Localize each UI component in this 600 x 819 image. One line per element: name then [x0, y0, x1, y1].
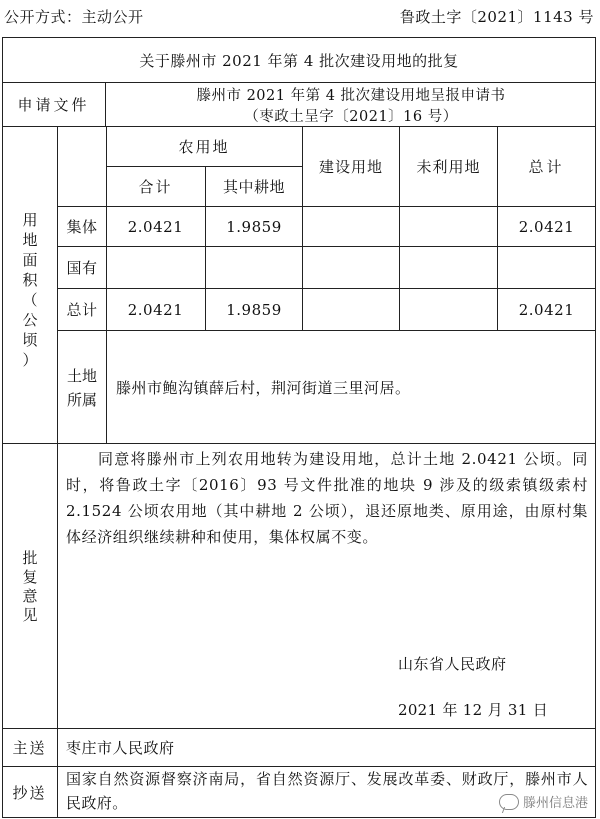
row-label-collective: 集体 — [66, 218, 98, 236]
approval-date: 2021 年 12 月 31 日 — [398, 700, 548, 719]
table-border-right — [595, 37, 596, 818]
application-document-name: 滕州市 2021 年第 4 批次建设用地呈报申请书 — [196, 87, 506, 104]
header-cultivated: 其中耕地 — [222, 178, 285, 196]
land-area-label: 用 地 面 积 （ 公 顷 ） — [22, 211, 38, 369]
state-construction — [303, 247, 399, 288]
grand-total: 2.0421 — [518, 300, 575, 319]
collective-cultivated: 1.9859 — [226, 217, 282, 236]
header-total: 总计 — [528, 158, 565, 176]
ownership-label: 土地 所属 — [66, 367, 97, 409]
watermark — [499, 792, 588, 811]
approval-text: 同意将滕州市上列农用地转为建设用地，总计土地 2.0421 公顷。同时，将鲁政土字〔2016〕93 号文件批准的地块 9 涉及的级索镇级索村 2.1524 公顷农用地（其中耕地 2 公顷），退还原地类、原用途，由原村集体经济组织继续耕种和使用，集体权属不变。 — [66, 450, 588, 546]
main-recipient-label: 主送 — [12, 739, 47, 757]
table-border-left — [2, 37, 3, 818]
main-recipient: 枣庄市人民政府 — [66, 739, 175, 757]
approval-label: 批 复 意 见 — [22, 549, 38, 624]
application-label: 申请文件 — [17, 96, 90, 114]
grand-construction — [303, 289, 399, 330]
application-document-number: （枣政土呈字〔2021〕16 号） — [244, 108, 458, 125]
header-construction-land: 建设用地 — [318, 158, 383, 176]
row-divider — [2, 443, 596, 444]
column-divider — [57, 443, 58, 728]
state-cultivated — [206, 247, 302, 288]
collective-unused — [400, 207, 497, 246]
state-unused — [400, 247, 497, 288]
land-ownership: 滕州市鲍沟镇薛后村，荆河街道三里河居。 — [116, 378, 411, 397]
row-label-state-owned: 国有 — [66, 259, 98, 277]
copy-to-label: 抄送 — [12, 783, 47, 802]
state-total — [498, 247, 595, 288]
row-label-grand-total: 总计 — [66, 301, 98, 319]
grand-unused — [400, 289, 497, 330]
header-farmland: 农用地 — [178, 138, 230, 156]
watermark-text: 滕州信息港 — [522, 796, 588, 811]
collective-total: 2.0421 — [518, 217, 575, 236]
issuer: 山东省人民政府 — [398, 654, 507, 673]
column-divider — [57, 728, 58, 818]
grand-cultivated: 1.9859 — [226, 300, 282, 319]
document-title: 关于滕州市 2021 年第 4 批次建设用地的批复 — [139, 51, 459, 70]
table-border-bottom — [2, 817, 596, 818]
copy-to-recipients: 国家自然资源督察济南局，省自然资源厅、发展改革委、财政厅，滕州市人民政府。 — [66, 770, 588, 812]
state-subtotal — [106, 247, 205, 288]
document-number: 鲁政土字〔2021〕1143 号 — [399, 8, 594, 26]
collective-construction — [303, 207, 399, 246]
chat-bubble-icon — [499, 794, 519, 810]
grand-subtotal: 2.0421 — [127, 300, 184, 319]
collective-subtotal: 2.0421 — [127, 217, 184, 236]
disclosure-method: 公开方式：主动公开 — [4, 8, 144, 26]
header-subtotal: 合计 — [138, 178, 173, 196]
header-unused-land: 未利用地 — [416, 158, 481, 176]
